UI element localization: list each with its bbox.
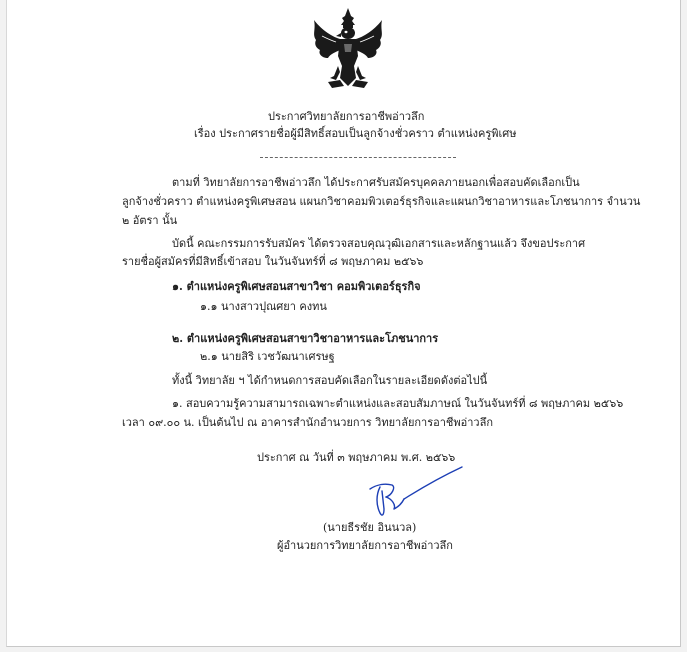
document-page (6, 0, 681, 647)
signature (362, 465, 472, 523)
paragraph3-line3: เวลา ๐๙.๐๐ น. เป็นต้นไป ณ อาคารสำนักอำนวยการ วิทยาลัยการอาชีพอ่าวลึก (122, 416, 493, 429)
section2-item: ๒.๑ นายสิริ เวชวัฒนาเศรษฐ (200, 350, 335, 363)
header-divider (260, 157, 456, 158)
paragraph3-line1: ทั้งนี้ วิทยาลัย ฯ ได้กำหนดการสอบคัดเลือกในรายละเอียดดังต่อไปนี้ (172, 374, 488, 387)
signer-position: ผู้อำนวยการวิทยาลัยการอาชีพอ่าวลึก (277, 539, 453, 552)
paragraph1-line1: ตามที่ วิทยาลัยการอาชีพอ่าวลึก ได้ประกาศรับสมัครบุคคลภายนอกเพื่อสอบคัดเลือกเป็น (172, 176, 580, 189)
section1-title: ๑. ตำแหน่งครูพิเศษสอนสาขาวิชา คอมพิวเตอร์ธุรกิจ (172, 280, 421, 293)
garuda-emblem-icon (310, 6, 386, 92)
paragraph2-line1: บัดนี้ คณะกรรมการรับสมัคร ได้ตรวจสอบคุณวุฒิเอกสารและหลักฐานแล้ว จึงขอประกาศ (172, 237, 586, 250)
signer-name: (นายธีรชัย อินนวล) (323, 521, 417, 534)
announcement-subject: เรื่อง ประกาศรายชื่อผู้มีสิทธิ์สอบเป็นลูกจ้างชั่วคราว ตำแหน่งครูพิเศษ (194, 127, 517, 140)
paragraph2-line2: รายชื่อผู้สมัครที่มีสิทธิ์เข้าสอบ ในวันจันทร์ที่ ๘ พฤษภาคม ๒๕๖๖ (122, 255, 424, 268)
announcement-org-title: ประกาศวิทยาลัยการอาชีพอ่าวลึก (268, 110, 425, 123)
paragraph1-line3: ๒ อัตรา นั้น (122, 214, 178, 227)
announcement-date: ประกาศ ณ วันที่ ๓ พฤษภาคม พ.ศ. ๒๕๖๖ (257, 451, 456, 464)
paragraph3-line2: ๑. สอบความรู้ความสามารถเฉพาะตำแหน่งและสอบสัมภาษณ์ ในวันจันทร์ที่ ๘ พฤษภาคม ๒๕๖๖ (172, 397, 624, 410)
section1-item: ๑.๑ นางสาวปุณศยา คงทน (200, 300, 327, 313)
section2-title: ๒. ตำแหน่งครูพิเศษสอนสาขาวิชาอาหารและโภชนาการ (172, 332, 439, 345)
paragraph1-line2: ลูกจ้างชั่วคราว ตำแหน่งครูพิเศษสอน แผนกวิชาคอมพิวเตอร์ธุรกิจและแผนกวิชาอาหารและโภชนาการ จำนวน (122, 195, 641, 208)
